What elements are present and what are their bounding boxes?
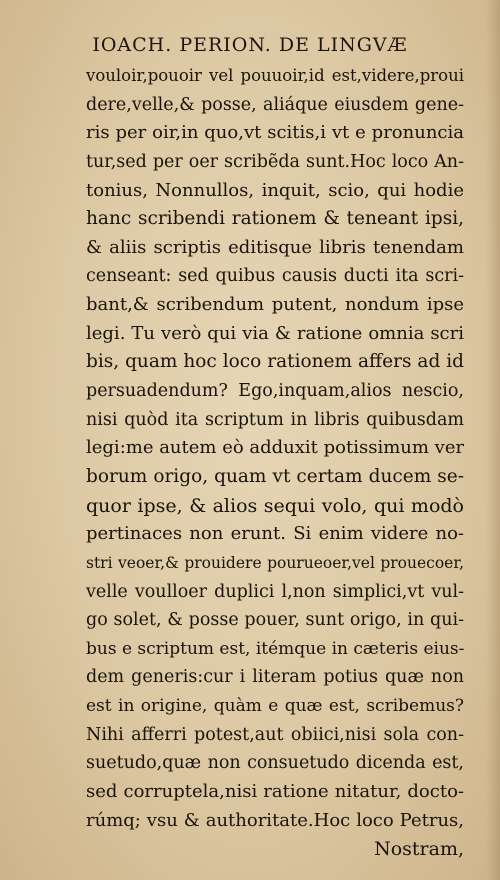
text-line: & aliis scriptis editisque libris tenendam xyxy=(86,236,464,258)
text-line: suetudo,quæ non consuetudo dicenda est, xyxy=(86,753,464,774)
text-line: persuadendum? Ego,inquam,alios nescio, xyxy=(86,381,464,402)
text-line: rúmq; vsu & authoritate.Hoc loco Petrus, xyxy=(86,809,464,831)
text-line: legi:me autem eò adduxit potissimum ver xyxy=(86,437,464,459)
text-line: nisi quòd ita scriptum in libris quibusdam xyxy=(86,409,464,430)
text-line: est in origine, quàm e quæ est, scribemus? xyxy=(86,696,464,717)
page-edge-shadow xyxy=(486,0,500,880)
text-line: ris per oir,in quo,vt scitis,i vt e pronuncia xyxy=(86,122,464,144)
text-line: Nihi afferri potest,aut obiici,nisi sola con- xyxy=(86,724,464,745)
text-line: velle voulloer duplici l,non simplici,vt vul- xyxy=(86,581,464,602)
text-line: bant,& scribendum putent, nondum ipse xyxy=(86,294,464,316)
text-line: borum origo, quam vt certam ducem se- xyxy=(86,465,464,487)
text-line: vouloir,pouoir vel pouuoir,id est,videre,proui xyxy=(86,66,464,85)
text-line: dem generis:cur i literam potius quæ non xyxy=(86,667,464,688)
catchword: Nostram, xyxy=(374,838,464,861)
text-line: dere,velle,& posse, aliáque eiusdem gene- xyxy=(86,94,464,115)
text-line: censeant: sed quibus causis ducti ita scri- xyxy=(86,266,464,287)
text-line: quor ipse, & alios sequi volo, qui modò xyxy=(86,494,464,517)
running-head: IOACH. PERION. DE LINGVÆ xyxy=(92,34,408,56)
text-line: pertinaces non erunt. Si enim videre no- xyxy=(86,523,464,545)
text-line: sed corruptela,nisi ratione nitatur, docto- xyxy=(86,781,464,803)
body-text xyxy=(86,62,464,864)
text-line: go solet, & posse pouer, sunt origo, in qui- xyxy=(86,610,464,631)
text-line: stri veoer,& prouidere pourueoer,vel prouecoer, xyxy=(86,553,464,572)
text-line: legi. Tu verò qui via & ratione omnia scri xyxy=(86,322,464,344)
text-line: tonius, Nonnullos, inquit, scio, qui hodie xyxy=(86,179,464,201)
text-line: bis, quam hoc loco rationem affers ad id xyxy=(86,351,464,373)
text-line: bus e scriptum est, itémque in cæteris eius- xyxy=(86,638,464,659)
text-line: hanc scribendi rationem & teneant ipsi, xyxy=(86,208,464,230)
text-line: tur,sed per oer scribẽda sunt.Hoc loco An- xyxy=(86,151,464,172)
